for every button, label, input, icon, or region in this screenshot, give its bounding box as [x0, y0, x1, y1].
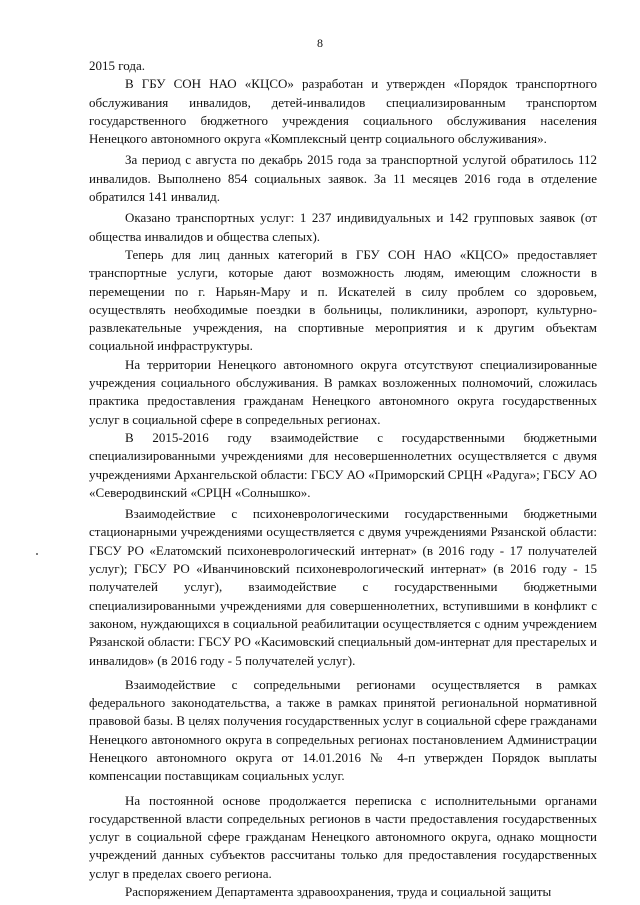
paragraph-no-specialized-institutions: На территории Ненецкого автономного округа отсутствуют специализированные учреждения социального обслуживания. В рамках возложенных полномочий, сложилась практика предоставления гражданам Ненецкого автономного округа государственных услуг в социальной сфере в сопредельных регионах.	[89, 356, 597, 427]
paragraph-department-order: Распоряжением Департамента здравоохранения, труда и социальной защиты	[125, 884, 552, 900]
paragraph-transport-order: В ГБУ СОН НАО «КЦСО» разработан и утвержден «Порядок транспортного обслуживания инвалидов, детей-инвалидов специализированным транспортом государственного бюджетного учреждения социального обслуживания населения Ненецкого автономного округа «Комплексный центр социального обслуживания».	[89, 76, 597, 147]
paragraph-neighboring-regions: Взаимодействие с сопредельными регионами осуществляется в рамках федерального законодательства, а также в рамках принятой региональной нормативной правовой базы. В целях получения государственных услуг в социальной сфере гражданами Ненецкого автономного округа в сопредельных регионах постановлением Администрации Ненецкого автономного округа от 14.01.2016 № 4-п утвержден Порядок выплаты компенсации поставщикам социальных услуг.	[89, 676, 597, 784]
paragraph-transport-services: Теперь для лиц данных категорий в ГБУ СОН НАО «КЦСО» предоставляет транспортные услуги, которые дают возможность людям, имеющим сложности в перемещении по г. Нарьян-Мару и п. Искателей в силу проблем со здоровьем, осуществлять необходимые поездки в больницы, поликлиники, аэропорт, культурно-развлекательные учреждения, на спортивные мероприятия и к другим объектам социальной инфраструктуры.	[89, 246, 597, 354]
document-body	[89, 57, 597, 901]
paragraph-minors-institutions: В 2015-2016 году взаимодействие с государственными бюджетными специализированными учреждениями для несовершеннолетних осуществляется с двумя учреждениями Архангельской области: ГБСУ АО «Приморский СРЦН «Радуга»; ГБСУ АО «Северодвинский «СРЦН «Солнышко».	[89, 429, 597, 500]
paragraph-continuation: 2015 года.	[89, 58, 146, 73]
paragraph-transport-statistics: За период с августа по декабрь 2015 года за транспортной услугой обратилось 112 инвалидов. Выполнено 854 социальных заявок. За 11 месяцев 2016 года в отделение обратился 141 инвалид.	[89, 152, 597, 205]
page-number: 8	[317, 36, 323, 50]
margin-mark	[36, 553, 38, 555]
paragraph-services-rendered: Оказано транспортных услуг: 1 237 индивидуальных и 142 групповых заявок (от общества инвалидов и общества слепых).	[89, 210, 597, 244]
paragraph-correspondence: На постоянной основе продолжается переписка с исполнительными органами государственной власти сопредельных регионов в части предоставления государственных услуг в социальной сфере гражданам Ненецкого автономного округа, однако мощности учреждений данных субъектов рассчитаны только для предоставления государственных услуг в пределах своего региона.	[89, 792, 597, 881]
paragraph-psychoneurological-institutions: Взаимодействие с психоневрологическими государственными бюджетными стационарными учреждениями осуществляется с двумя учреждениями Рязанской области: ГБСУ РО «Елатомский психоневрологический интернат» (в 2016 году - 17 получателей услуг); ГБСУ РО «Иванчиновский психоневрологический интернат» (в 2016 году - 15 получателей услуг), взаимодействие с государственными бюджетными специализированными учреждениями для совершеннолетних, вступившими в конфликт с законом, нуждающихся в социальной реабилитации осуществляется с одним учреждением Рязанской области: ГБСУ РО «Касимовский специальный дом-интернат для престарелых и инвалидов» (в 2016 году - 5 получателей услуг).	[89, 506, 597, 668]
